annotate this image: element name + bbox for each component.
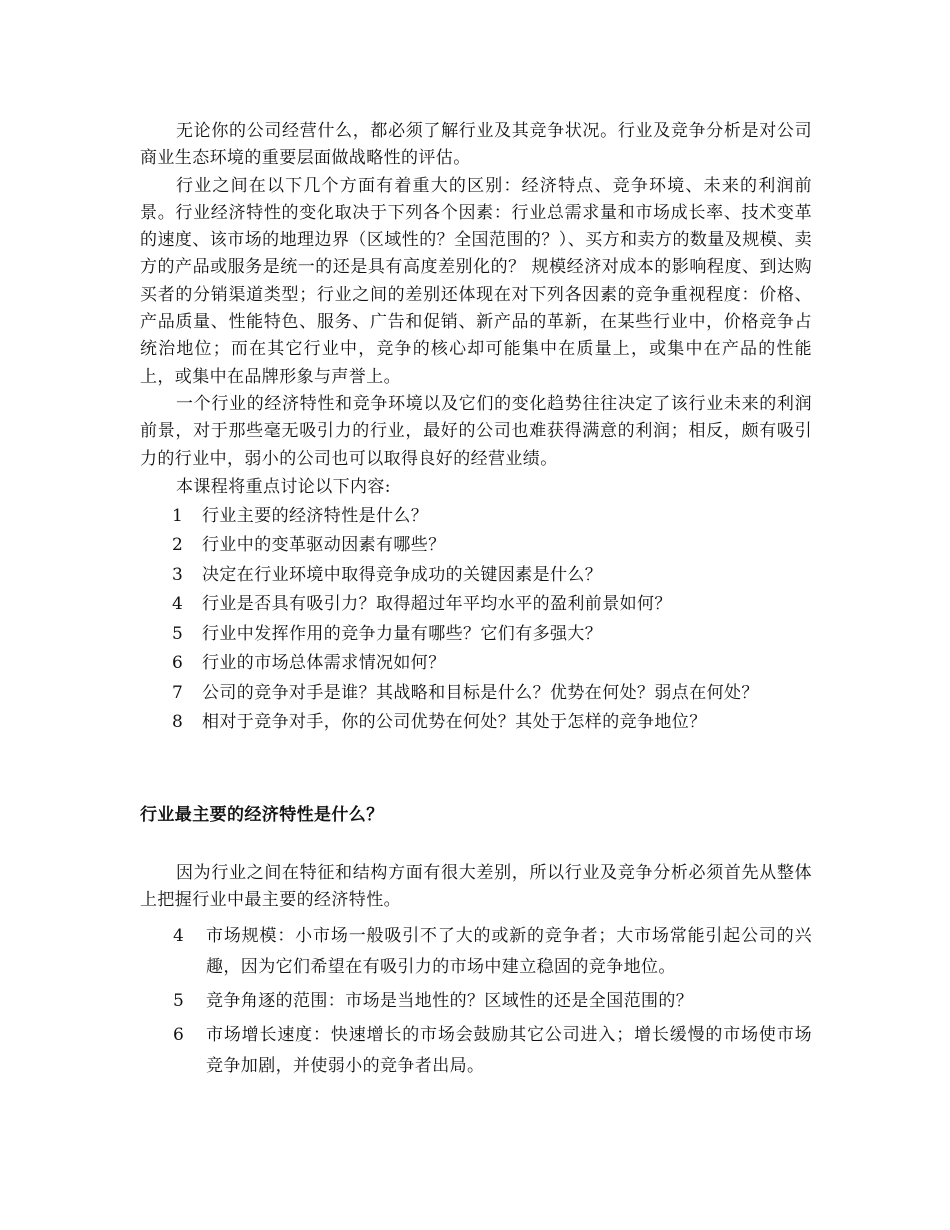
paragraph-2: 行业之间在以下几个方面有着重大的区别：经济特点、竞争环境、未来的利润前景。行业经济特性的变化取决于下列各个因素：行业总需求量和市场成长率、技术变革的速度、该市场的地理边界（区域性的？全国范围的？）、买方和卖方的数量及规模、卖方的产品或服务是统一的还是具有高度差别化的？ 规模经济对成本的影响程度、到达购买者的分销渠道类型；行业之间的差别还体现在对下列各因素的竞争重视程度：价格、产品质量、性能特色、服务、广告和促销、新产品的革新，在某些行业中，价格竞争占统治地位；而在其它行业中，竞争的核心却可能集中在质量上，或集中在产品的性能上，或集中在品牌形象与声誉上。 (140, 175, 812, 387)
list-item-text: 行业中发挥作用的竞争力量有哪些？它们有多强大？ (202, 623, 603, 644)
list-item-number: 8 (172, 712, 184, 733)
list-item-text: 决定在行业环境中取得竞争成功的关键因素是什么？ (202, 564, 603, 585)
list-item-number: 2 (172, 535, 184, 556)
list-item (140, 502, 812, 532)
list-item (140, 986, 812, 1017)
list-item-number: 4 (173, 925, 185, 946)
list-item-text: 市场增长速度：快速增长的市场会鼓励其它公司进入；增长缓慢的市场使市场竞争加剧，并使弱小的竞争者出局。 (206, 1024, 812, 1076)
list-item-number: 7 (172, 682, 184, 703)
list-item-text: 公司的竞争对手是谁？其战略和目标是什么？优势在何处？弱点在何处？ (202, 682, 759, 703)
list-item-text: 行业的市场总体需求情况如何？ (202, 653, 446, 674)
list-item (140, 531, 812, 561)
list-item (140, 649, 812, 679)
list-item (140, 590, 812, 620)
list-item (140, 679, 812, 709)
list-item-text: 行业是否具有吸引力？取得超过年平均水平的盈利前景如何？ (202, 594, 672, 615)
course-intro: 本课程将重点讨论以下内容: (176, 476, 391, 497)
list-item (140, 921, 812, 983)
list-item-number: 3 (172, 564, 184, 585)
list-item-number: 5 (172, 623, 184, 644)
list-item-number: 4 (172, 594, 184, 615)
list-item-text: 行业主要的经济特性是什么？ (202, 505, 429, 526)
characteristics-list (140, 921, 812, 1082)
list-item-text: 市场规模：小市场一般吸引不了大的或新的竞争者；大市场常能引起公司的兴趣，因为它们希望在有吸引力的市场中建立稳固的竞争地位。 (206, 925, 812, 977)
intro-section (140, 118, 812, 738)
section-paragraph: 因为行业之间在特征和结构方面有很大差别，所以行业及竞争分析必须首先从整体上把握行业中最主要的经济特性。 (140, 863, 812, 911)
list-item (140, 561, 812, 591)
paragraph-1: 无论你的公司经营什么，都必须了解行业及其竞争状况。行业及竞争分析是对公司商业生态环境的重要层面做战略性的评估。 (140, 121, 812, 169)
list-item-text: 行业中的变革驱动因素有哪些？ (202, 535, 446, 556)
list-item (140, 1020, 812, 1082)
list-item (140, 620, 812, 650)
list-item-number: 5 (173, 990, 185, 1011)
list-item-number: 6 (172, 653, 184, 674)
list-item-text: 相对于竞争对手，你的公司优势在何处？其处于怎样的竞争地位？ (202, 712, 707, 733)
list-item-text: 竞争角逐的范围：市场是当地性的？区域性的还是全国范围的？ (206, 990, 694, 1011)
list-item-number: 6 (173, 1024, 185, 1045)
section-heading: 行业最主要的经济特性是什么？ (140, 805, 384, 825)
topic-list (140, 502, 812, 738)
list-item (140, 708, 812, 738)
paragraph-3: 一个行业的经济特性和竞争环境以及它们的变化趋势往往决定了该行业未来的利润前景，对于那些毫无吸引力的行业，最好的公司也难获得满意的利润；相反，颇有吸引力的行业中，弱小的公司也可以取得良好的经营业绩。 (140, 393, 812, 469)
list-item-number: 1 (172, 505, 184, 526)
characteristics-section (140, 860, 812, 1085)
